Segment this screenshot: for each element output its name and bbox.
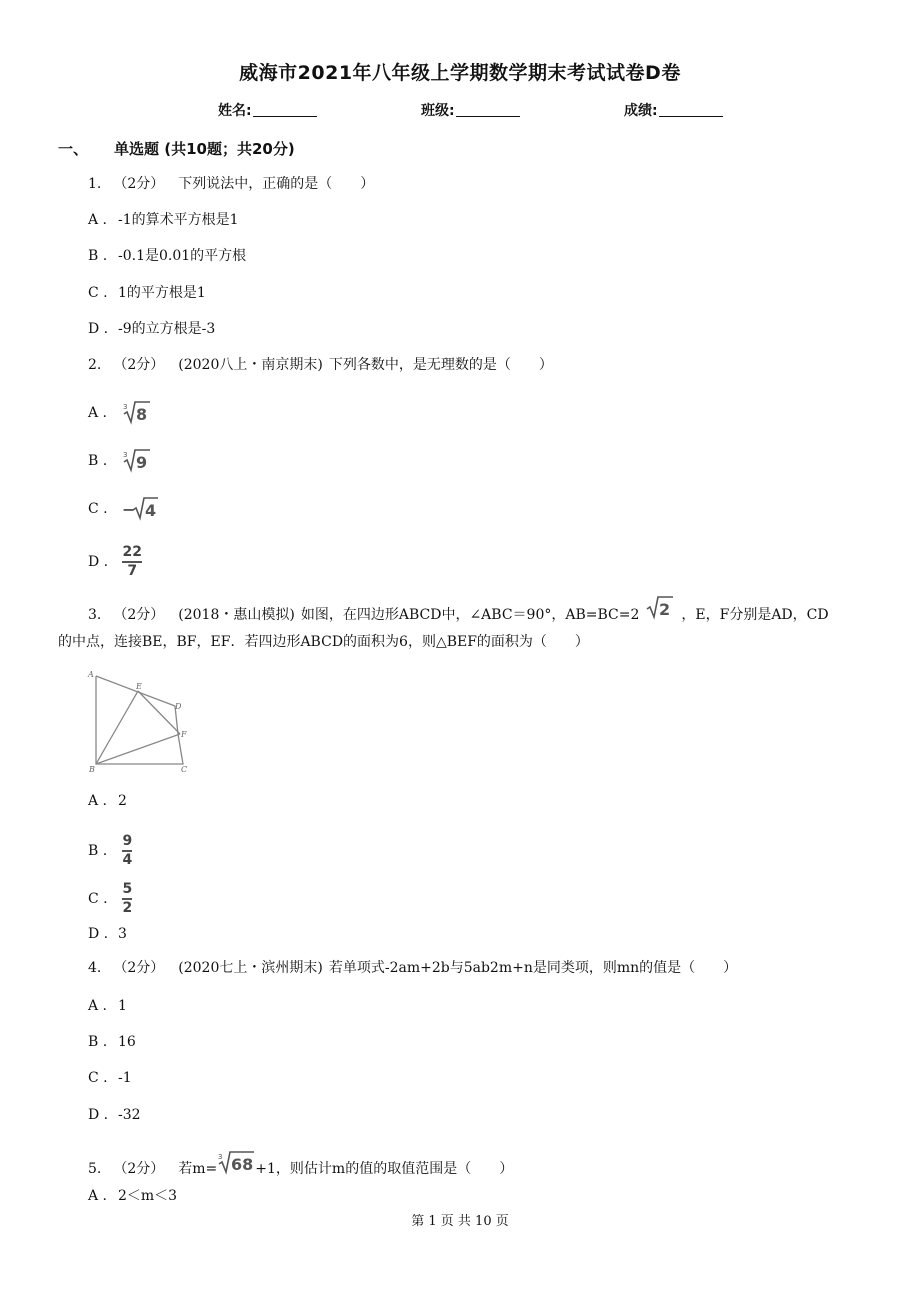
option-label: B . — [88, 842, 108, 859]
option-label: A . — [88, 998, 108, 1014]
root-index: 3 — [123, 403, 128, 411]
option-4d[interactable] — [88, 1105, 141, 1125]
option-2a[interactable] — [88, 400, 152, 426]
question-text-part2: ，E，F分别是AD，CD — [681, 607, 829, 623]
option-label: D . — [88, 321, 109, 337]
cube-root-9-icon — [122, 448, 152, 474]
question-source: (2020八上・南京期末) — [178, 357, 323, 373]
label-c: C — [181, 765, 188, 774]
option-2c[interactable] — [88, 496, 160, 522]
question-source: (2018・惠山模拟) — [178, 607, 295, 623]
option-label: B . — [88, 1034, 108, 1050]
option-label: B . — [88, 453, 108, 469]
option-text: -32 — [118, 1107, 141, 1123]
class-field — [421, 100, 520, 120]
numerator: 9 — [122, 833, 133, 849]
numerator: 5 — [122, 881, 133, 897]
question-text-part2: +1，则估计m的值的取值范围是（ ） — [255, 1161, 514, 1177]
question-3-line2 — [58, 632, 589, 652]
question-number: 4. — [88, 960, 102, 976]
neg-sqrt-4-icon — [122, 496, 160, 522]
question-1 — [88, 174, 374, 194]
option-text: 2 — [118, 793, 127, 809]
denominator: 2 — [122, 899, 133, 916]
score-blank[interactable] — [659, 102, 723, 117]
cube-root-8-icon — [122, 400, 152, 426]
option-2d[interactable] — [88, 545, 142, 579]
section-label: 单选题 (共10题；共20分) — [114, 140, 295, 158]
option-label: A . — [88, 212, 108, 228]
question-number: 5. — [88, 1161, 102, 1177]
question-4 — [88, 958, 737, 978]
question-number: 3. — [88, 607, 102, 623]
option-4c[interactable] — [88, 1068, 132, 1088]
name-blank[interactable] — [253, 102, 317, 117]
option-label: A . — [88, 1188, 108, 1204]
question-text: 下列说法中，正确的是（ ） — [178, 176, 375, 192]
name-label: 姓名: — [218, 103, 252, 119]
class-blank[interactable] — [456, 102, 520, 117]
cube-root-68-icon — [217, 1150, 255, 1176]
question-text-line2: 的中点，连接BE，BF，EF．若四边形ABCD的面积为6，则△BEF的面积为（ ） — [58, 634, 589, 650]
section-number: 一、 — [58, 140, 89, 158]
sqrt-2-icon — [645, 595, 675, 621]
option-1b[interactable] — [88, 246, 246, 266]
option-text: -0.1是0.01的平方根 — [118, 248, 247, 264]
root-index: 3 — [218, 1153, 223, 1161]
option-3b[interactable] — [88, 834, 132, 868]
class-label: 班级: — [421, 103, 455, 119]
question-number: 1. — [88, 176, 102, 192]
radicand: 68 — [231, 1155, 254, 1174]
section-heading — [58, 138, 295, 159]
option-label: C . — [88, 501, 108, 517]
question-5 — [88, 1150, 513, 1179]
option-label: D . — [88, 926, 109, 942]
question-2 — [88, 355, 553, 375]
option-label: C . — [88, 890, 108, 907]
label-e: E — [136, 682, 142, 691]
option-text: 3 — [118, 926, 127, 942]
option-label: C . — [88, 1070, 108, 1086]
question-number: 2. — [88, 357, 102, 373]
question-score: （2分） — [113, 1161, 165, 1177]
name-field — [218, 100, 317, 120]
question-3 — [88, 595, 829, 625]
radicand: 2 — [659, 600, 671, 619]
option-label: A . — [88, 405, 108, 421]
option-text: 1的平方根是1 — [118, 285, 206, 301]
option-1a[interactable] — [88, 210, 239, 230]
option-3d[interactable] — [88, 924, 127, 944]
option-1d[interactable] — [88, 319, 215, 339]
question-score: （2分） — [113, 357, 165, 373]
fraction-22-7 — [122, 545, 141, 579]
label-a: A — [88, 670, 94, 679]
option-text: 1 — [118, 998, 127, 1014]
denominator: 7 — [127, 562, 138, 579]
radicand: 8 — [136, 405, 148, 424]
question-text: 若单项式-2am+2b与5ab2m+n是同类项，则mn的值是（ ） — [328, 960, 738, 976]
question-score: （2分） — [113, 607, 165, 623]
question-text-part1: 如图，在四边形ABCD中，∠ABC＝90°，AB=BC=2 — [300, 607, 640, 623]
option-text: -1的算术平方根是1 — [118, 212, 239, 228]
fraction-9-4 — [122, 834, 132, 868]
option-text: -1 — [118, 1070, 132, 1086]
denominator: 4 — [122, 851, 133, 868]
radicand: 4 — [145, 501, 157, 520]
question-score: （2分） — [113, 176, 165, 192]
score-field — [624, 100, 723, 120]
option-label: B . — [88, 248, 108, 264]
option-text: 2＜m＜3 — [118, 1188, 178, 1204]
option-5a[interactable] — [88, 1186, 177, 1206]
question-text: 下列各数中，是无理数的是（ ） — [328, 357, 553, 373]
option-text: 16 — [118, 1034, 136, 1050]
option-4a[interactable] — [88, 996, 127, 1016]
option-label: A . — [88, 793, 108, 809]
question-source: (2020七上・滨州期末) — [178, 960, 323, 976]
score-label: 成绩: — [624, 103, 658, 119]
exam-title: 威海市2021年八年级上学期数学期末考试试卷D卷 — [239, 62, 681, 84]
question-text-part1: 若m= — [178, 1161, 218, 1177]
option-label: D . — [88, 553, 109, 570]
option-3c[interactable] — [88, 882, 132, 916]
numerator: 22 — [122, 544, 142, 560]
label-d: D — [175, 702, 182, 711]
label-b: B — [89, 765, 95, 774]
option-3a[interactable] — [88, 791, 127, 811]
option-1c[interactable] — [88, 283, 206, 303]
option-4b[interactable] — [88, 1032, 136, 1052]
option-label: C . — [88, 285, 108, 301]
fraction-5-2 — [122, 882, 132, 916]
root-index: 3 — [123, 451, 128, 459]
label-f: F — [181, 730, 187, 739]
student-info-row — [0, 100, 920, 122]
option-text: -9的立方根是-3 — [118, 321, 216, 337]
radicand: 9 — [136, 453, 148, 472]
option-2b[interactable] — [88, 448, 152, 474]
quadrilateral-figure — [86, 668, 196, 778]
minus-sign: − — [122, 500, 136, 519]
option-label: D . — [88, 1107, 109, 1123]
question-score: （2分） — [113, 960, 165, 976]
page-footer: 第 1 页 共 10 页 — [411, 1214, 509, 1229]
